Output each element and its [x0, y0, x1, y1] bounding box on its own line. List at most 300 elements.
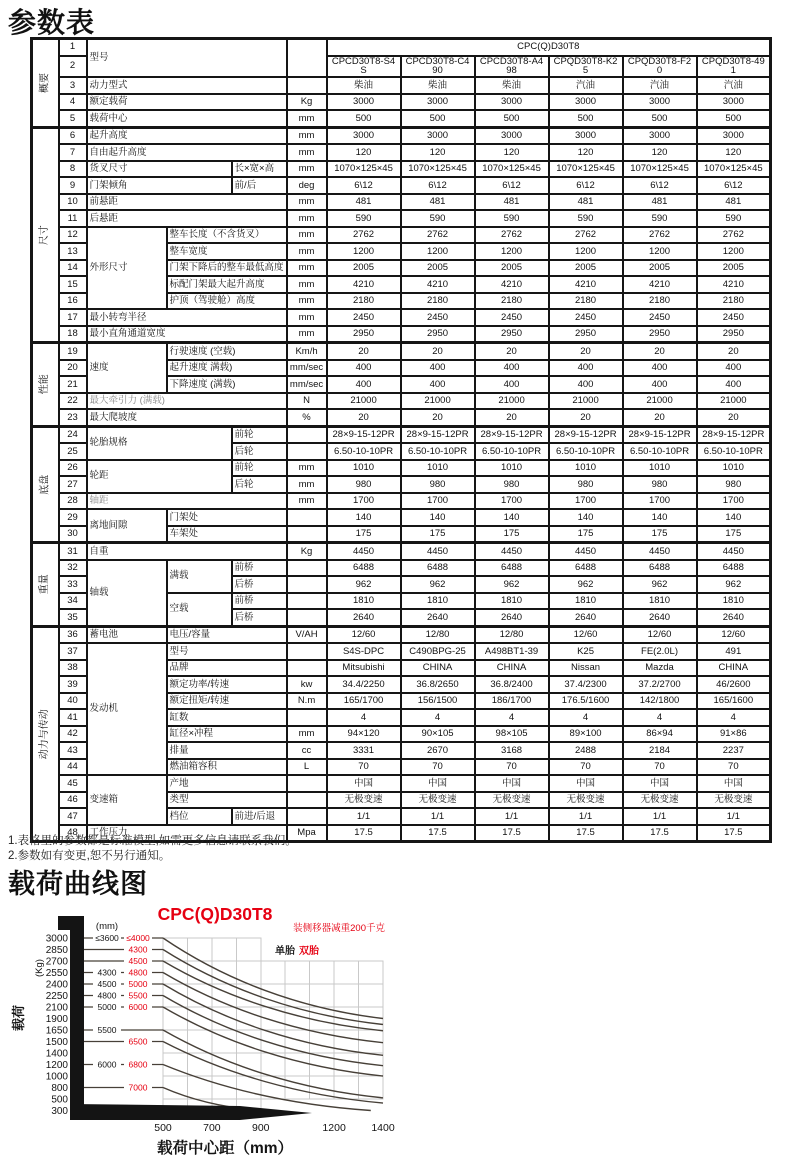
chart-annotation: 装侧移器减重200千克 — [293, 923, 385, 934]
svg-text:5500: 5500 — [128, 990, 148, 1001]
value-cell: 500 — [401, 110, 475, 127]
row-number-cell: 7 — [59, 144, 87, 161]
table-row — [32, 326, 771, 343]
unit-cell: mm — [287, 726, 327, 743]
param-name-cell: 满载 — [167, 560, 232, 593]
value-cell: 汽油 — [697, 77, 771, 94]
value-cell: 2450 — [475, 309, 549, 326]
param-name-cell: 速度 — [87, 343, 167, 393]
value-cell: 1/1 — [623, 808, 697, 825]
value-cell: CHINA — [697, 660, 771, 677]
value-cell: 3000 — [549, 94, 623, 111]
param-name-cell: 后桥 — [232, 576, 287, 593]
table-row — [32, 144, 771, 161]
value-cell: 46/2600 — [697, 676, 771, 693]
row-number-cell: 9 — [59, 177, 87, 194]
value-cell: 2640 — [623, 609, 697, 626]
value-cell: 2762 — [623, 227, 697, 244]
unit-cell: kw — [287, 676, 327, 693]
value-cell: 4450 — [401, 543, 475, 560]
unit-cell: V/AH — [287, 626, 327, 643]
unit-cell: mm — [287, 144, 327, 161]
value-cell: 无极变速 — [697, 792, 771, 809]
value-cell: 1/1 — [697, 808, 771, 825]
svg-text:3000: 3000 — [45, 933, 68, 945]
value-cell: 70 — [697, 759, 771, 776]
value-cell: 4210 — [697, 276, 771, 293]
value-cell: 400 — [475, 376, 549, 393]
value-cell: 2762 — [401, 227, 475, 244]
param-name-cell: 轮距 — [87, 460, 232, 493]
value-cell: 980 — [327, 476, 401, 493]
param-name-cell: 类型 — [167, 792, 287, 809]
value-cell: 2640 — [549, 609, 623, 626]
value-cell: 400 — [401, 360, 475, 377]
value-cell: 1070×125×45 — [697, 161, 771, 178]
value-cell: 962 — [475, 576, 549, 593]
row-number-cell: 21 — [59, 376, 87, 393]
value-cell: 6488 — [623, 560, 697, 577]
value-cell: 2180 — [327, 293, 401, 310]
row-number-cell: 37 — [59, 643, 87, 660]
value-cell: 140 — [623, 509, 697, 526]
value-cell: 6\12 — [697, 177, 771, 194]
value-cell: 70 — [327, 759, 401, 776]
table-row — [32, 509, 771, 526]
value-cell: 6\12 — [327, 177, 401, 194]
unit-cell: deg — [287, 177, 327, 194]
unit-cell: mm — [287, 276, 327, 293]
table-row — [32, 460, 771, 477]
value-cell: 21000 — [327, 393, 401, 410]
table-row — [32, 309, 771, 326]
param-name-cell: 门架倾角 — [87, 177, 232, 194]
svg-text:2550: 2550 — [45, 967, 68, 979]
value-cell: 6.50-10-10PR — [623, 443, 697, 460]
unit-cell: % — [287, 409, 327, 426]
value-cell: 1200 — [401, 243, 475, 260]
value-cell: 481 — [623, 194, 697, 211]
value-cell: 3000 — [401, 94, 475, 111]
footnote-1: 1.表格里的参数都是标准模型,如需更多信息请联系我们。 — [8, 835, 297, 847]
svg-text:1200: 1200 — [45, 1059, 68, 1071]
row-number-cell: 45 — [59, 775, 87, 792]
value-cell: CHINA — [401, 660, 475, 677]
value-cell: 120 — [697, 144, 771, 161]
value-cell: 12/60 — [697, 626, 771, 643]
row-number-cell: 42 — [59, 726, 87, 743]
table-row — [32, 210, 771, 227]
svg-text:5000: 5000 — [128, 979, 148, 989]
value-cell: 20 — [697, 409, 771, 426]
section-label-cell — [32, 39, 59, 128]
value-cell: 3000 — [327, 127, 401, 144]
value-cell: 2950 — [549, 326, 623, 343]
value-cell: 1010 — [401, 460, 475, 477]
svg-text:4300: 4300 — [97, 967, 117, 978]
param-name-cell: 空载 — [167, 593, 232, 627]
value-cell: 21000 — [549, 393, 623, 410]
value-cell: 590 — [549, 210, 623, 227]
value-cell: 120 — [401, 144, 475, 161]
value-cell: 4210 — [327, 276, 401, 293]
value-cell: 1070×125×45 — [475, 161, 549, 178]
svg-text:1400: 1400 — [45, 1048, 68, 1060]
value-cell: 2450 — [697, 309, 771, 326]
value-cell: 6488 — [401, 560, 475, 577]
param-name-cell: 后轮 — [232, 476, 287, 493]
section-label-cell — [32, 543, 59, 627]
svg-text:2700: 2700 — [45, 956, 68, 968]
value-cell: 3000 — [401, 127, 475, 144]
param-name-cell: 轮胎规格 — [87, 426, 232, 460]
page-title: 参数表 — [8, 7, 96, 38]
unit-cell — [287, 593, 327, 610]
value-cell: 20 — [697, 343, 771, 360]
svg-text:4800: 4800 — [128, 967, 148, 978]
row-number-cell: 4 — [59, 94, 87, 111]
x-axis-title: 载荷中心距（mm） — [156, 1140, 294, 1157]
unit-cell: mm — [287, 309, 327, 326]
svg-text:2250: 2250 — [45, 990, 68, 1002]
unit-cell: mm — [287, 493, 327, 510]
value-cell: 4210 — [549, 276, 623, 293]
row-number-cell: 36 — [59, 626, 87, 643]
section-label-cell — [32, 343, 59, 427]
value-cell: 20 — [623, 343, 697, 360]
value-cell: 500 — [475, 110, 549, 127]
unit-cell — [287, 509, 327, 526]
value-cell: 70 — [401, 759, 475, 776]
value-cell: C490BPG-25 — [401, 643, 475, 660]
value-cell: 28×9-15-12PR — [475, 426, 549, 443]
value-cell: 中国 — [549, 775, 623, 792]
svg-text:500: 500 — [154, 1122, 172, 1134]
table-row — [32, 775, 771, 792]
y-axis-unit: (Kg) — [34, 959, 45, 977]
section-label-cell — [32, 426, 59, 543]
row-number-cell: 15 — [59, 276, 87, 293]
svg-text:700: 700 — [203, 1122, 221, 1134]
svg-text:4500: 4500 — [97, 979, 117, 989]
param-name-cell: 离地间隙 — [87, 509, 167, 543]
value-cell: 2005 — [697, 260, 771, 277]
chart-header — [158, 904, 386, 957]
table-row — [32, 643, 771, 660]
value-cell: 4450 — [697, 543, 771, 560]
value-cell: CPCD30T8-C490 — [401, 56, 475, 78]
unit-cell — [287, 709, 327, 726]
value-cell: 20 — [475, 343, 549, 360]
svg-text:4800: 4800 — [97, 990, 117, 1001]
value-cell: 140 — [697, 509, 771, 526]
param-name-cell: 轴载 — [87, 560, 167, 627]
value-cell: S4S-DPC — [327, 643, 401, 660]
legend-double-tire: 双胎 — [299, 946, 319, 957]
value-cell: 37.4/2300 — [549, 676, 623, 693]
value-cell: 无极变速 — [327, 792, 401, 809]
value-cell: 20 — [401, 343, 475, 360]
table-row — [32, 227, 771, 244]
svg-text:6000: 6000 — [97, 1059, 117, 1070]
value-cell: 2670 — [401, 742, 475, 759]
mast-fork-shape — [58, 916, 312, 1120]
unit-cell: mm/sec — [287, 360, 327, 377]
row-number-cell: 17 — [59, 309, 87, 326]
table-row — [32, 94, 771, 111]
row-number-cell: 41 — [59, 709, 87, 726]
value-cell: 2450 — [401, 309, 475, 326]
value-cell: 1810 — [475, 593, 549, 610]
value-cell: 1070×125×45 — [549, 161, 623, 178]
value-cell: 4 — [475, 709, 549, 726]
svg-text:≤4000: ≤4000 — [126, 933, 150, 943]
svg-text:1000: 1000 — [45, 1071, 68, 1083]
value-cell: 12/80 — [475, 626, 549, 643]
value-cell: 20 — [327, 343, 401, 360]
unit-cell: Km/h — [287, 343, 327, 360]
value-cell: 980 — [401, 476, 475, 493]
param-name-cell: 变速箱 — [87, 775, 167, 825]
value-cell: 590 — [623, 210, 697, 227]
unit-cell: mm — [287, 194, 327, 211]
value-cell: 120 — [327, 144, 401, 161]
row-number-cell: 23 — [59, 409, 87, 426]
value-cell: 400 — [623, 360, 697, 377]
row-number-cell: 27 — [59, 476, 87, 493]
value-cell: 2005 — [475, 260, 549, 277]
row-number-cell: 22 — [59, 393, 87, 410]
legend-single-tire: 单胎 — [275, 946, 295, 957]
value-cell: 3331 — [327, 742, 401, 759]
param-name-cell: 自由起升高度 — [87, 144, 287, 161]
param-name-cell: 载荷中心 — [87, 110, 287, 127]
value-cell: 28×9-15-12PR — [327, 426, 401, 443]
value-cell: 柴油 — [475, 77, 549, 94]
param-name-cell: 前桥 — [232, 560, 287, 577]
value-cell: 4 — [697, 709, 771, 726]
value-cell: 70 — [475, 759, 549, 776]
unit-cell: L — [287, 759, 327, 776]
value-cell: 481 — [475, 194, 549, 211]
value-cell: 1070×125×45 — [401, 161, 475, 178]
row-number-cell: 38 — [59, 660, 87, 677]
value-cell: 4450 — [549, 543, 623, 560]
value-cell: 2762 — [475, 227, 549, 244]
value-cell: 6\12 — [401, 177, 475, 194]
value-cell: 20 — [475, 409, 549, 426]
value-cell: 140 — [475, 509, 549, 526]
value-cell: 4 — [327, 709, 401, 726]
row-number-cell: 16 — [59, 293, 87, 310]
value-cell: 980 — [475, 476, 549, 493]
value-cell: 86×94 — [623, 726, 697, 743]
svg-text:6000: 6000 — [128, 1002, 148, 1012]
value-cell: A498BT1-39 — [475, 643, 549, 660]
param-name-cell: 动力型式 — [87, 77, 287, 94]
value-cell: 6488 — [475, 560, 549, 577]
value-cell: 1/1 — [475, 808, 549, 825]
value-cell: 21000 — [697, 393, 771, 410]
svg-text:300: 300 — [51, 1105, 68, 1117]
value-cell: 6488 — [697, 560, 771, 577]
param-name-cell: 产地 — [167, 775, 287, 792]
svg-text:800: 800 — [51, 1082, 68, 1094]
table-row — [32, 426, 771, 443]
svg-text:≤3600: ≤3600 — [95, 933, 119, 943]
curve-labels — [84, 933, 163, 1093]
row-number-cell: 8 — [59, 161, 87, 178]
value-cell: 37.2/2700 — [623, 676, 697, 693]
svg-text:500: 500 — [51, 1094, 68, 1106]
spec-table-body — [32, 39, 771, 842]
value-cell: 2184 — [623, 742, 697, 759]
row-number-cell: 30 — [59, 526, 87, 543]
value-cell: 91×86 — [697, 726, 771, 743]
value-cell: 2180 — [623, 293, 697, 310]
value-cell: 176.5/1600 — [549, 693, 623, 710]
row-number-cell: 13 — [59, 243, 87, 260]
param-name-cell: 型号 — [167, 643, 287, 660]
section-label: 重量 — [39, 574, 50, 595]
value-cell: 962 — [327, 576, 401, 593]
param-name-cell: 前悬距 — [87, 194, 287, 211]
row-number-cell: 34 — [59, 593, 87, 610]
value-cell: 590 — [401, 210, 475, 227]
value-cell: 4 — [549, 709, 623, 726]
param-name-cell: 外形尺寸 — [87, 227, 167, 310]
param-name-cell: 电压/容量 — [167, 626, 287, 643]
row-number-cell: 28 — [59, 493, 87, 510]
row-number-cell: 2 — [59, 56, 87, 78]
unit-cell — [287, 792, 327, 809]
value-cell: 481 — [697, 194, 771, 211]
value-cell: 3168 — [475, 742, 549, 759]
value-cell: 400 — [697, 360, 771, 377]
value-cell: 2005 — [549, 260, 623, 277]
spec-table-wrap — [30, 37, 772, 843]
value-cell: 6\12 — [475, 177, 549, 194]
value-cell: 3000 — [623, 127, 697, 144]
value-cell: 28×9-15-12PR — [697, 426, 771, 443]
value-cell: 2180 — [697, 293, 771, 310]
unit-cell — [287, 660, 327, 677]
value-cell: 1/1 — [401, 808, 475, 825]
unit-cell: mm — [287, 243, 327, 260]
value-cell: 20 — [549, 409, 623, 426]
value-cell: 6\12 — [549, 177, 623, 194]
value-cell: CPQD30T8-K25 — [549, 56, 623, 78]
svg-text:900: 900 — [252, 1122, 270, 1134]
value-cell: 6.50-10-10PR — [327, 443, 401, 460]
value-cell: 21000 — [623, 393, 697, 410]
value-cell: 1700 — [475, 493, 549, 510]
value-cell: 3000 — [327, 94, 401, 111]
value-cell: 2180 — [401, 293, 475, 310]
table-row — [32, 39, 771, 56]
row-number-cell: 35 — [59, 609, 87, 626]
value-cell: 2450 — [623, 309, 697, 326]
value-cell: 1010 — [327, 460, 401, 477]
value-cell: 1700 — [623, 493, 697, 510]
table-row — [32, 393, 771, 410]
value-cell: 2180 — [475, 293, 549, 310]
param-name-cell: 下降速度 (满载) — [167, 376, 287, 393]
value-cell: 4 — [623, 709, 697, 726]
section-label: 概要 — [39, 72, 50, 93]
row-number-cell: 20 — [59, 360, 87, 377]
value-cell: 165/1600 — [697, 693, 771, 710]
value-cell: 2762 — [327, 227, 401, 244]
value-cell: 2005 — [623, 260, 697, 277]
value-cell: 140 — [401, 509, 475, 526]
value-cell: 156/1500 — [401, 693, 475, 710]
value-cell: 175 — [327, 526, 401, 543]
value-cell: 400 — [623, 376, 697, 393]
value-cell: 4210 — [401, 276, 475, 293]
value-cell: 无极变速 — [475, 792, 549, 809]
value-cell: 481 — [549, 194, 623, 211]
value-cell: 2640 — [475, 609, 549, 626]
param-name-cell: 最小直角通道宽度 — [87, 326, 287, 343]
value-cell: 590 — [475, 210, 549, 227]
table-row — [32, 77, 771, 94]
value-cell: 3000 — [475, 127, 549, 144]
row-number-cell: 46 — [59, 792, 87, 809]
row-number-cell: 40 — [59, 693, 87, 710]
value-cell: 12/60 — [327, 626, 401, 643]
value-cell: 17.5 — [623, 825, 697, 842]
value-cell: 500 — [549, 110, 623, 127]
param-name-cell: 整车宽度 — [167, 243, 287, 260]
value-cell: 962 — [623, 576, 697, 593]
section-label: 动力与传动 — [39, 709, 50, 760]
value-cell: 120 — [475, 144, 549, 161]
row-number-cell: 14 — [59, 260, 87, 277]
value-cell: 2488 — [549, 742, 623, 759]
value-cell: 400 — [697, 376, 771, 393]
spec-table — [30, 37, 772, 843]
unit-cell — [287, 808, 327, 825]
value-cell: 17.5 — [327, 825, 401, 842]
value-cell: 70 — [623, 759, 697, 776]
section-label: 性能 — [39, 374, 50, 395]
chart-title: CPC(Q)D30T8 — [157, 904, 273, 924]
param-name-cell: 额定载荷 — [87, 94, 287, 111]
section-label-cell — [32, 626, 59, 842]
row-number-cell: 25 — [59, 443, 87, 460]
value-cell: 4450 — [623, 543, 697, 560]
row-number-cell: 11 — [59, 210, 87, 227]
unit-cell: mm — [287, 127, 327, 144]
value-cell: 中国 — [401, 775, 475, 792]
param-name-cell: 自重 — [87, 543, 287, 560]
value-cell: 120 — [549, 144, 623, 161]
value-cell: 175 — [697, 526, 771, 543]
param-name-cell: 前进/后退 — [232, 808, 287, 825]
value-cell: 1200 — [623, 243, 697, 260]
value-cell: 1200 — [697, 243, 771, 260]
value-cell: CPQD30T8-F20 — [623, 56, 697, 78]
x-axis-labels — [154, 1122, 395, 1157]
value-cell: CPCD30T8-A498 — [475, 56, 549, 78]
svg-text:6800: 6800 — [128, 1059, 148, 1070]
value-cell: 4 — [401, 709, 475, 726]
unit-cell — [287, 643, 327, 660]
value-cell: 491 — [697, 643, 771, 660]
param-name-cell: 前轮 — [232, 426, 287, 443]
unit-cell: N.m — [287, 693, 327, 710]
